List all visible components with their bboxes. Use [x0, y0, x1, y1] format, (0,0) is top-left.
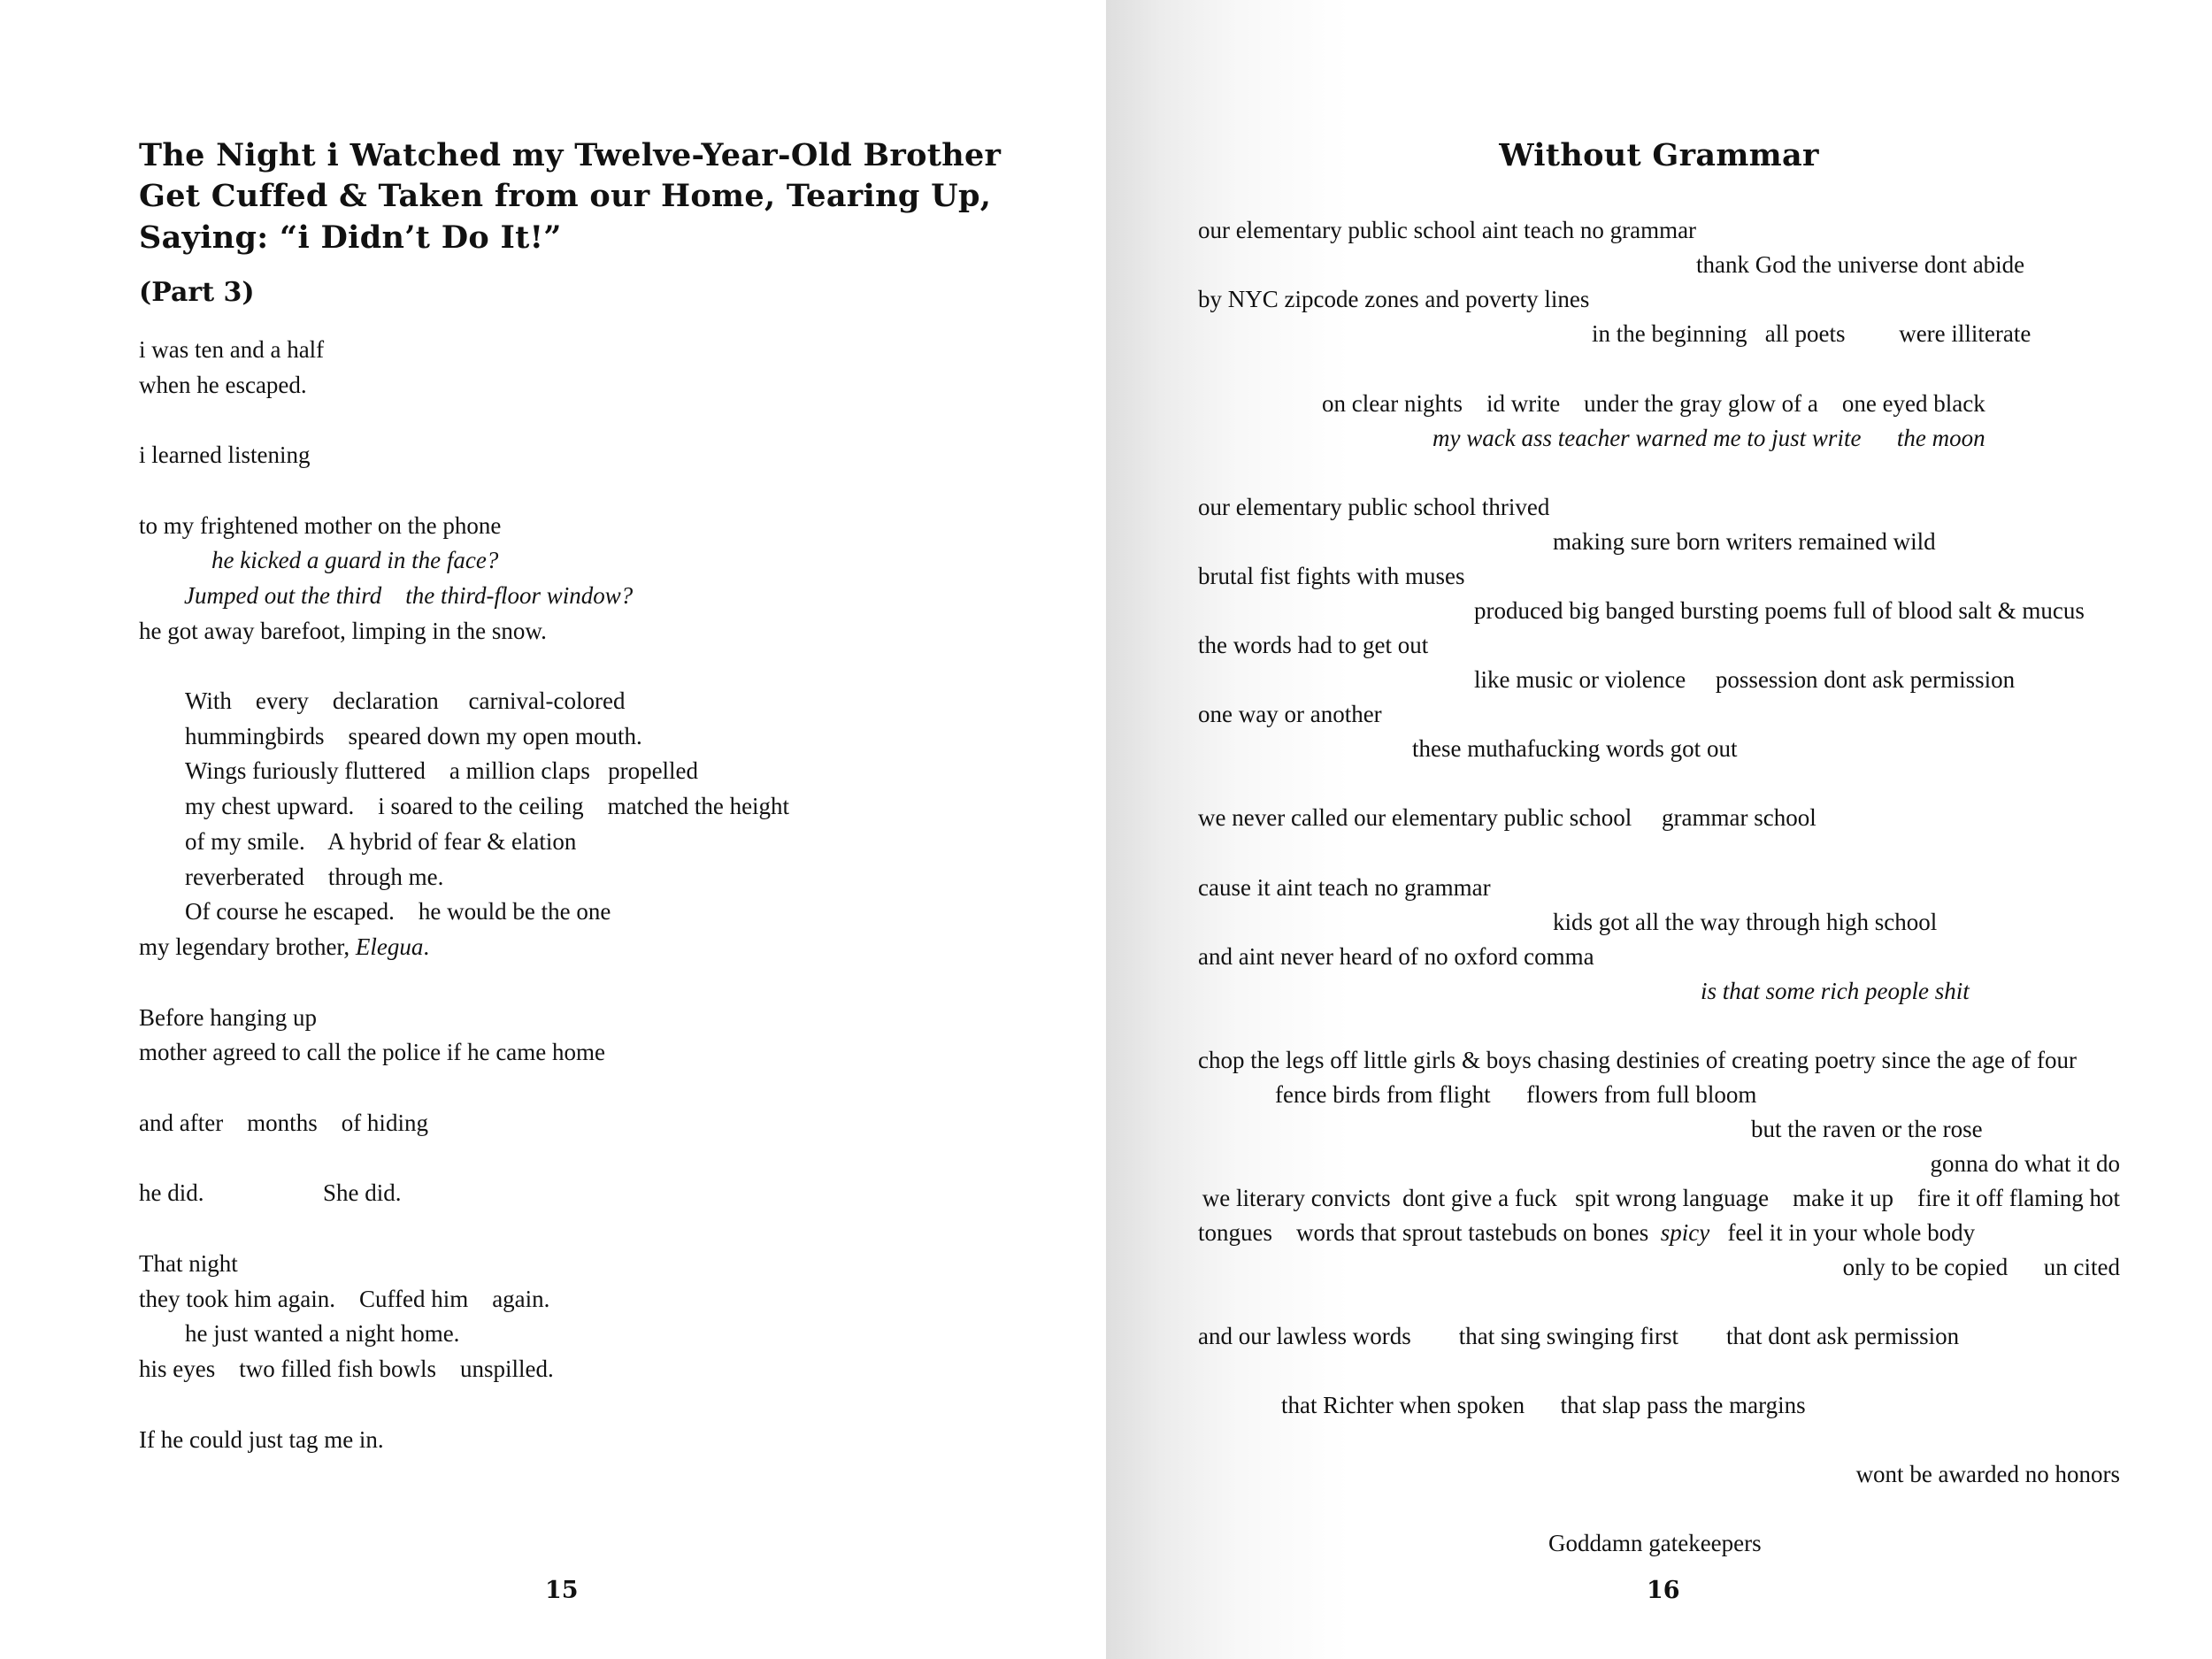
poem-line: kids got all the way through high school	[1553, 909, 1938, 935]
poem-line: making sure born writers remained wild	[1553, 528, 1936, 555]
poem-line-text: my legendary brother,	[139, 933, 356, 960]
poem-line: the words had to get out	[1198, 632, 1429, 658]
poem-line: She did.	[323, 1179, 402, 1206]
poem-line: they took him again. Cuffed him again.	[139, 1286, 550, 1312]
poem-line: produced big banged bursting poems full of blood salt & mucus	[1474, 597, 2085, 624]
poem-line: mother agreed to call the police if he came home	[139, 1039, 606, 1065]
poem-line: Goddamn gatekeepers	[1548, 1530, 1762, 1556]
poem-line: our elementary public school aint teach no grammar	[1198, 217, 1697, 243]
poem-line: Jumped out the third the third-floor window?	[184, 582, 634, 609]
poem-line: by NYC zipcode zones and poverty lines	[1198, 286, 1590, 312]
poem-line: on clear nights id write under the gray glow of a one eyed black	[1322, 390, 1985, 417]
poem-line: we literary convicts dont give a fuck spit wrong language make it up fire it off flaming hot	[1202, 1185, 2120, 1211]
poem-line: cause it aint teach no grammar	[1198, 874, 1491, 901]
poem-line: my wack ass teacher warned me to just write the moon	[1432, 425, 1985, 451]
poem-line: reverberated through me.	[185, 864, 444, 890]
poem-line: of my smile. A hybrid of fear & elation	[185, 828, 577, 855]
poem-line: and after months of hiding	[139, 1110, 428, 1136]
poem-line: hummingbirds speared down my open mouth.	[185, 723, 642, 749]
poem-line: only to be copied un cited	[1842, 1254, 2120, 1280]
poem-part-label: (Part 3)	[139, 277, 255, 308]
poem-line: is that some rich people shit	[1701, 978, 1970, 1004]
poem-title-line-3: Saying: “i Didn’t Do It!”	[139, 219, 562, 256]
poem-line: but the raven or the rose	[1751, 1116, 1983, 1142]
poem-line-italic-name: Elegua	[355, 933, 424, 960]
page-number: 15	[545, 1577, 579, 1604]
poem-line: Of course he escaped. he would be the one	[185, 898, 611, 925]
poem-line: chop the legs off little girls & boys chasing destinies of creating poetry since the age of four	[1198, 1047, 2077, 1073]
poem-line: gonna do what it do	[1930, 1150, 2120, 1177]
poem-line: these muthafucking words got out	[1412, 735, 1738, 762]
poem-line: to my frightened mother on the phone	[139, 512, 502, 539]
poem-line: when he escaped.	[139, 372, 307, 398]
page-number: 16	[1647, 1577, 1680, 1604]
poem-line-period: .	[423, 933, 430, 960]
poem-line: i was ten and a half	[139, 336, 325, 363]
poem-line: our elementary public school thrived	[1198, 494, 1550, 520]
poem-line: his eyes two filled fish bowls unspilled.	[139, 1356, 554, 1382]
poem-line-text: feel it in your whole body	[1709, 1219, 1976, 1246]
poem-line	[1198, 1221, 1975, 1245]
poem-line: he just wanted a night home.	[185, 1320, 460, 1347]
poem-line-text: tongues words that sprout tastebuds on bones	[1198, 1219, 1661, 1246]
poem-line: wont be awarded no honors	[1855, 1461, 2120, 1487]
poem-line: one way or another	[1198, 701, 1382, 727]
poem-line: If he could just tag me in.	[139, 1426, 384, 1453]
right-page	[1106, 0, 2212, 1659]
poem-line: we never called our elementary public school grammar school	[1198, 804, 1816, 831]
poem-line	[139, 935, 429, 959]
poem-title-line-1: The Night i Watched my Twelve-Year-Old Brother	[139, 137, 1002, 173]
poem-title-line-2: Get Cuffed & Taken from our Home, Tearing Up,	[139, 178, 992, 214]
poem-line: and our lawless words that sing swinging first that dont ask permission	[1198, 1323, 1960, 1349]
poem-line: he got away barefoot, limping in the snow.	[139, 618, 547, 644]
poem-line: and aint never heard of no oxford comma	[1198, 943, 1594, 970]
poem-line: he kicked a guard in the face?	[211, 547, 499, 573]
poem-title: Without Grammar	[1499, 137, 1819, 173]
poem-line: thank God the universe dont abide	[1696, 251, 2025, 278]
poem-line: Before hanging up	[139, 1004, 317, 1031]
poem-line: like music or violence possession dont ask permission	[1474, 666, 2016, 693]
poem-line-italic-word: spicy	[1660, 1219, 1710, 1246]
poem-line: With every declaration carnival-colored	[185, 687, 626, 714]
poem-line: my chest upward. i soared to the ceiling matched the height	[185, 793, 790, 819]
poem-line: fence birds from flight flowers from full bloom	[1275, 1081, 1757, 1108]
poem-line: i learned listening	[139, 442, 311, 468]
poem-line: That night	[139, 1250, 238, 1277]
poem-line: in the beginning all poets were illiterate	[1592, 320, 2032, 347]
poem-line: that Richter when spoken that slap pass the margins	[1281, 1392, 1806, 1418]
poem-line: Wings furiously fluttered a million claps propelled	[185, 757, 699, 784]
poem-line: he did.	[139, 1179, 204, 1206]
poem-line: brutal fist fights with muses	[1198, 563, 1465, 589]
